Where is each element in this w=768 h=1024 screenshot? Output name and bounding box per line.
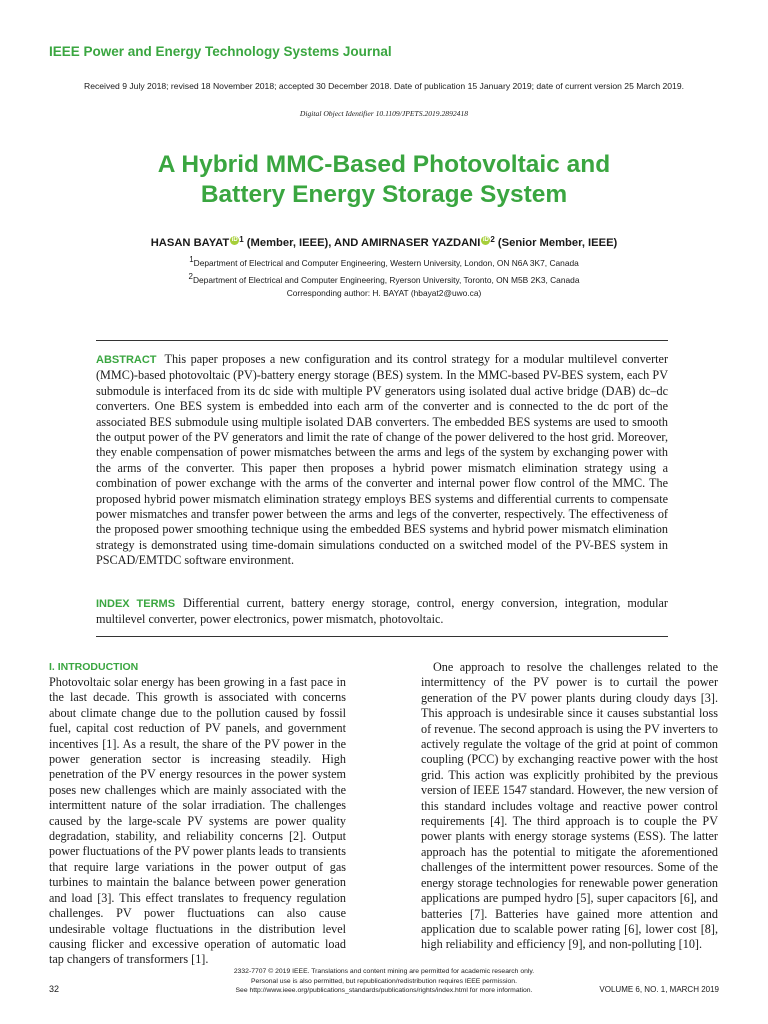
copyright-line-3[interactable]: See http://www.ieee.org/publications_standards/publications/rights/index.html for more information. <box>235 987 533 995</box>
affiliation-1-superscript: 1 <box>189 255 194 264</box>
section-heading: I. INTRODUCTION <box>49 661 139 673</box>
intro-paragraph-2: One approach to resolve the challenges related to the intermittency of the PV power is to curtail the power generation of the PV power plants during cloudy days [3]. This approach is undesirable since it causes substantial loss of revenue. The second approach is using the PV inverters to actively regulate the voltage of the grid at point of common coupling (PCC) by exchanging reactive power with the host grid. This action was explicitly prohibited by the previous version of IEEE 1547 standard. However, the new version of this standard includes voltage and reactive power control requirements [4]. The third approach is to couple the PV power plants with energy storage systems (ESS). The latter approach has the potential to mitigate the aforementioned challenges of the intermittent power resources. Some of the energy storage technologies for renewable power generation applications are pumped hydro [5], super capacitors [6], and batteries [7]. Batteries have gained more attention and application due to scalable power rating [6], lower cost [8], high reliability and efficiency [9], and non-polluting [10]. <box>421 660 719 952</box>
intro-paragraph-1: Photovoltaic solar energy has been growing in a fast pace in the last decade. This growth is associated with concerns about climate change due to the pollution caused by fossil fuel, capital cost reduction of PV panels, and government incentives [1]. As a result, the share of the PV power in the power generation sector is increasing steadily. High penetration of the PV energy resources in the power system poses new challenges which are mainly associated with the intermittent nature of the solar irradiation. The challenges caused by the large-scale PV systems are power quality degradation, stability, and reliability concerns [2]. Output power fluctuations of the PV power plants leads to transients that require large variations in the power output of gas turbines to maintain the balance between power generation and load [3]. This effect translates to frequency regulation challenges. PV power fluctuations can also cause undesirable voltage fluctuations in the distribution level causing flicker and excessive operation of automatic load tap changers of transformers [1]. <box>49 675 346 967</box>
author-1-role: (Member, IEEE), AND AMIRNASER YAZDANI <box>243 237 481 249</box>
author-1-name: HASAN BAYAT <box>150 237 230 249</box>
affiliation-1 <box>60 253 708 270</box>
copyright-notice <box>160 967 608 996</box>
affiliation-1-text: Department of Electrical and Computer Engineering, Western University, London, ON N6A 3K7, Canada <box>193 258 579 268</box>
received-dates: Received 9 July 2018; revised 18 November 2018; accepted 30 December 2018. Date of publication 15 January 2019; date of current version 25 March 2019. <box>83 81 685 91</box>
title-line-1: A Hybrid MMC-Based Photovoltaic and <box>157 151 611 178</box>
affiliation-2 <box>60 270 708 287</box>
orcid-icon[interactable]: iD <box>482 237 489 243</box>
index-terms <box>96 596 668 628</box>
title-line-2: Battery Energy Storage System <box>200 181 568 208</box>
volume-info: VOLUME 6, NO. 1, MARCH 2019 <box>599 985 719 994</box>
divider-bottom <box>96 636 668 637</box>
copyright-line-1: 2332-7707 © 2019 IEEE. Translations and content mining are permitted for academic research only. <box>233 968 535 975</box>
author-2-superscript: 2 <box>490 235 495 244</box>
affiliation-2-text: Department of Electrical and Computer Engineering, Ryerson University, Toronto, ON M5B 2K3, Canada <box>192 275 580 285</box>
doi[interactable]: Digital Object Identifier 10.1109/JPETS.2019.2892418 <box>299 109 469 118</box>
journal-name: IEEE Power and Energy Technology Systems Journal <box>49 44 392 59</box>
divider-top <box>96 340 668 341</box>
abstract <box>96 352 668 569</box>
right-column <box>421 660 718 953</box>
orcid-icon[interactable]: iD <box>231 237 238 243</box>
affiliations <box>60 253 708 300</box>
author-2-role: (Senior Member, IEEE) <box>494 237 618 249</box>
author-line <box>60 235 708 249</box>
author-1-superscript: 1 <box>239 235 244 244</box>
page-number: 32 <box>49 984 60 994</box>
index-terms-text: Differential current, battery energy storage, control, energy conversion, integration, modular multilevel converter, power electronics, power mismatch, photovoltaic. <box>96 596 668 627</box>
left-column <box>49 660 346 968</box>
abstract-text: This paper proposes a new configuration and its control strategy for a modular multilevel converter (MMC)-based photovoltaic (PV)-battery energy storage (BES) system. In the MMC-based PV-BES system, each PV submodule is interfaced from its dc side with multiple PV generators using isolated dual active bridge (DAB) dc–dc converters. One BES system is embedded into each arm of the converter and is connected to the dc port of the associated BES submodule using multiple isolated DAB converters. The embedded BES systems are used to smooth the output power of the PV generators and limit the rate of change of the power delivered to the host grid. Moreover, they enable compensation of power mismatches between the arms and legs of the system by exchanging power with the arms of the converter. This paper then proposes a hybrid power mismatch elimination strategy using a combination of power exchange with the arms of the converter and internal power flow control of the MMC. The proposed hybrid power mismatch elimination strategy employs BES systems and differential currents to compensate power mismatches and transfer power between the arms and legs of the converter, respectively. The effectiveness of the proposed power smoothing technique using the embedded BES systems and hybrid power mismatch elimination strategy is demonstrated using time-domain simulations conducted on a switched model of the PV-BES system in PSCAD/EMTDC software environment. <box>96 352 668 568</box>
corresponding-author: Corresponding author: H. BAYAT (hbayat2@uwo.ca) <box>286 288 482 298</box>
abstract-label: ABSTRACT <box>96 354 157 366</box>
index-terms-label: INDEX TERMS <box>96 598 176 610</box>
affiliation-2-superscript: 2 <box>188 272 193 281</box>
paper-title <box>60 150 708 210</box>
copyright-line-2: Personal use is also permitted, but republication/redistribution requires IEEE permission. <box>251 977 517 985</box>
